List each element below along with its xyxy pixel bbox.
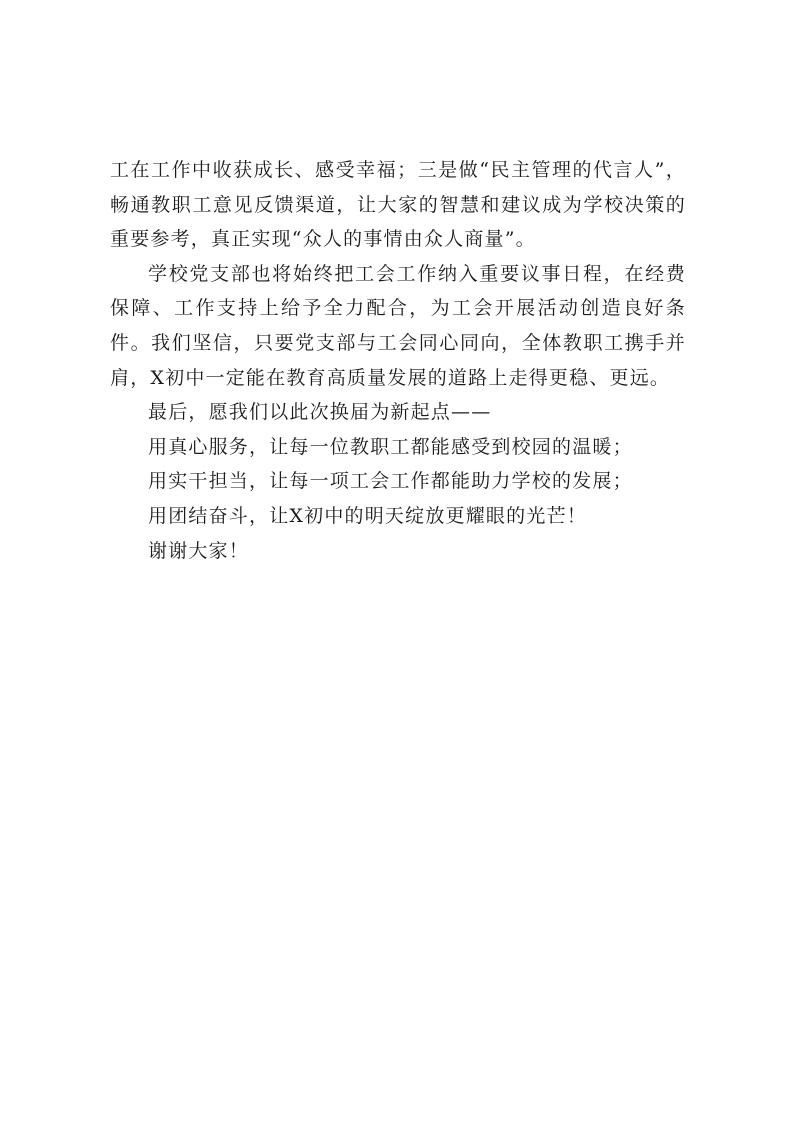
paragraph-closing-line-3: 用团结奋斗，让X初中的明天绽放更耀眼的光芒！ [148,504,587,527]
paragraph-continuation: 工在工作中收获成长、感受幸福；三是做“民主管理的代言人”，畅通教职工意见反馈渠道，让大家的智慧和建议成为学校决策的重要参考，真正实现“众人的事情由众人商量”。 [110,159,686,251]
paragraph-thanks: 谢谢大家！ [148,539,250,562]
paragraph-party-support: 学校党支部也将始终把工会工作纳入重要议事日程，在经费保障、工作支持上给予全力配合，为工会开展活动创造良好条件。我们坚信，只要党支部与工会同心同向，全体教职工携手并肩，X初中一定能在教育高质量发展的道路上走得更稳、更远。 [110,262,686,389]
paragraph-closing-intro: 最后，愿我们以此次换届为新起点—— [148,401,492,424]
paragraph-closing-line-1: 用真心服务，让每一位教职工都能感受到校园的温暖； [148,435,633,458]
document-body [110,153,686,568]
paragraph-closing-line-2: 用实干担当，让每一项工会工作都能助力学校的发展； [148,470,633,493]
